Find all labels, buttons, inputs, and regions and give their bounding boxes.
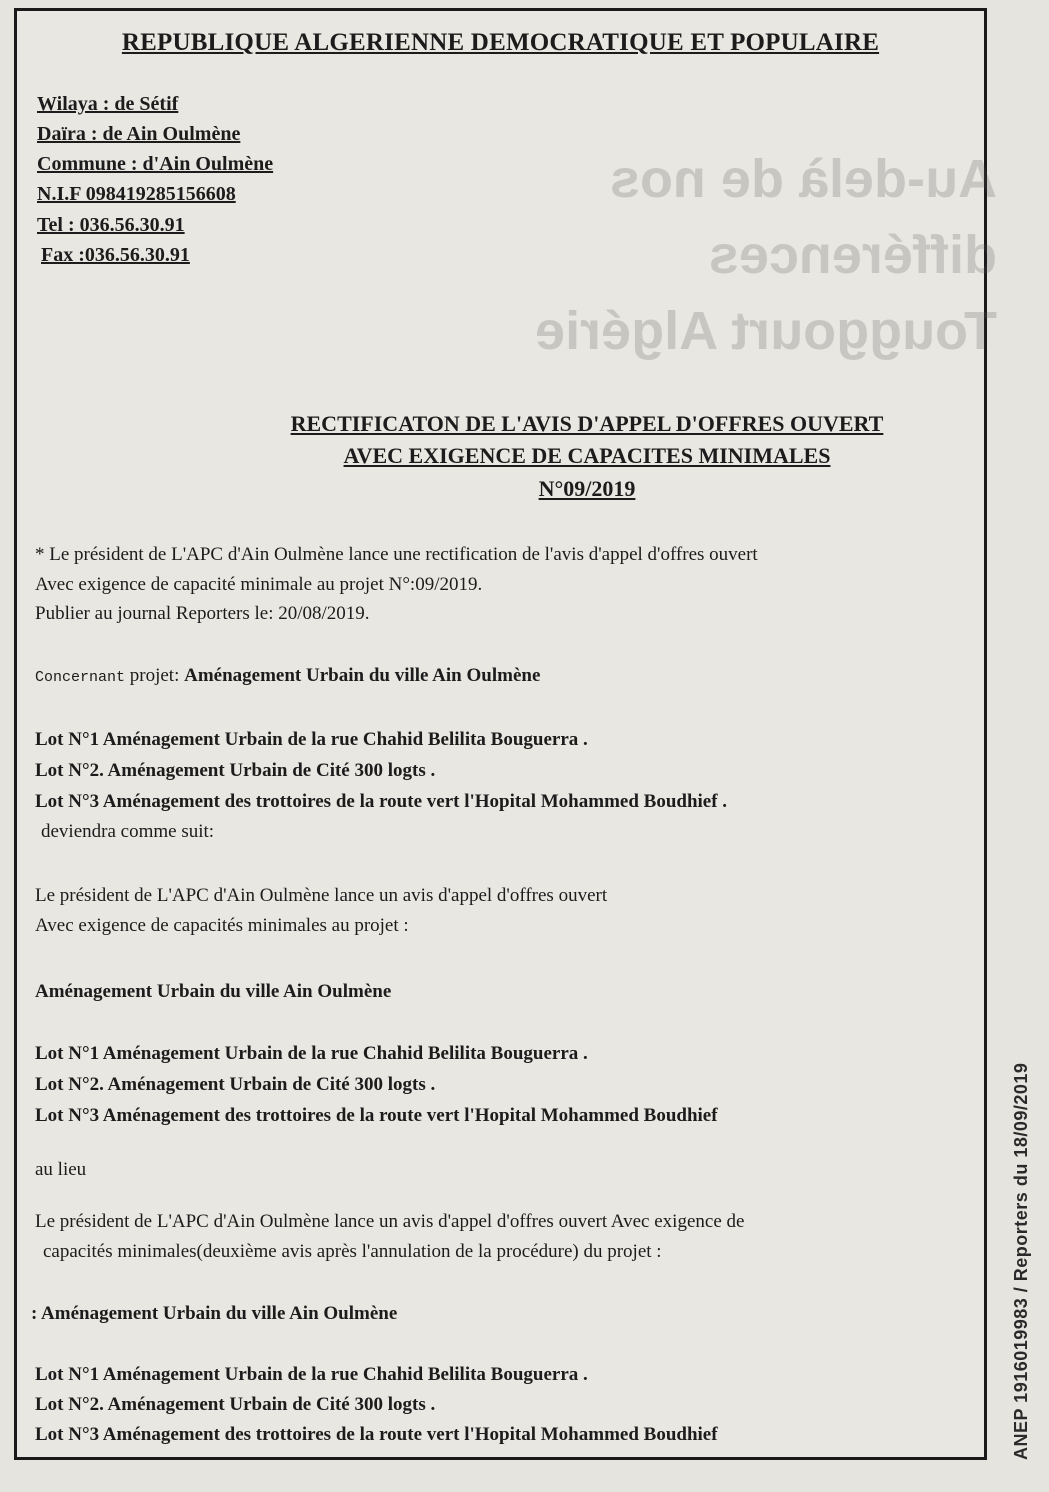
- fax-line: Fax :036.56.30.91: [41, 244, 190, 266]
- show-through-text: [357, 141, 997, 361]
- section3-line-1: Le président de L'APC d'Ain Oulmène lance un avis d'appel d'offres ouvert Avec exigence de: [35, 1211, 745, 1232]
- anep-reference: ANEP 1916019983 / Reporters du 18/09/2019: [1011, 1062, 1031, 1460]
- commune-line: Commune : d'Ain Oulmène: [37, 153, 274, 175]
- intro-line-1: * Le président de L'APC d'Ain Oulmène lance une rectification de l'avis d'appel d'offres ouvert: [35, 544, 758, 565]
- concernant-line: [35, 665, 540, 687]
- lot-3: Lot N°3 Aménagement des trottoires de la route vert l'Hopital Mohammed Boudhief: [35, 1424, 718, 1445]
- concernant-label: Concernant: [35, 669, 126, 686]
- daira-line: Daïra : de Ain Oulmène: [37, 123, 241, 145]
- lot-1: Lot N°1 Aménagement Urbain de la rue Chahid Belilita Bouguerra .: [35, 1364, 588, 1385]
- lot-1: Lot N°1 Aménagement Urbain de la rue Chahid Belilita Bouguerra .: [35, 1043, 588, 1064]
- section2-line-2: Avec exigence de capacités minimales au projet :: [35, 915, 409, 936]
- au-lieu-line: au lieu: [35, 1159, 87, 1180]
- projet-label: projet:: [125, 665, 185, 686]
- lot-3: Lot N°3 Aménagement des trottoires de la route vert l'Hopital Mohammed Boudhief: [35, 1105, 718, 1126]
- notice-title-line-2: AVEC EXIGENCE DE CAPACITES MINIMALES: [343, 443, 831, 468]
- republic-header: REPUBLIQUE ALGERIENNE DEMOCRATIQUE ET POPULAIRE: [121, 29, 880, 56]
- wilaya-line: Wilaya : de Sétif: [37, 93, 179, 115]
- section2-line-1: Le président de L'APC d'Ain Oulmène lance un avis d'appel d'offres ouvert: [35, 885, 608, 906]
- nif-line: N.I.F 098419285156608: [37, 183, 236, 205]
- section2-project: Aménagement Urbain du ville Ain Oulmène: [35, 981, 392, 1002]
- lot-3: Lot N°3 Aménagement des trottoires de la route vert l'Hopital Mohammed Boudhief .: [35, 791, 728, 812]
- notice-frame: [14, 8, 997, 1460]
- notice-title-line-1: RECTIFICATON DE L'AVIS D'APPEL D'OFFRES OUVERT: [290, 411, 884, 436]
- project-name: Aménagement Urbain du ville Ain Oulmène: [184, 665, 541, 686]
- lot-2: Lot N°2. Aménagement Urbain de Cité 300 logts .: [35, 1394, 436, 1415]
- lot-2: Lot N°2. Aménagement Urbain de Cité 300 logts .: [35, 1074, 436, 1095]
- deviendra-line: deviendra comme suit:: [41, 821, 215, 842]
- tel-line: Tel : 036.56.30.91: [37, 214, 185, 236]
- lot-2: Lot N°2. Aménagement Urbain de Cité 300 logts .: [35, 760, 436, 781]
- intro-line-3: Publier au journal Reporters le: 20/08/2019.: [35, 603, 370, 624]
- intro-line-2: Avec exigence de capacité minimale au projet N°:09/2019.: [35, 574, 483, 595]
- section3-line-2: capacités minimales(deuxième avis après l'annulation de la procédure) du projet :: [43, 1241, 662, 1262]
- section3-project: : Aménagement Urbain du ville Ain Oulmène: [31, 1303, 398, 1324]
- lot-1: Lot N°1 Aménagement Urbain de la rue Chahid Belilita Bouguerra .: [35, 729, 588, 750]
- notice-number: N°09/2019: [538, 476, 636, 501]
- show-through-line: Au-delà de nos différences: [609, 149, 997, 285]
- show-through-line: Touggourt Algérie: [535, 301, 997, 361]
